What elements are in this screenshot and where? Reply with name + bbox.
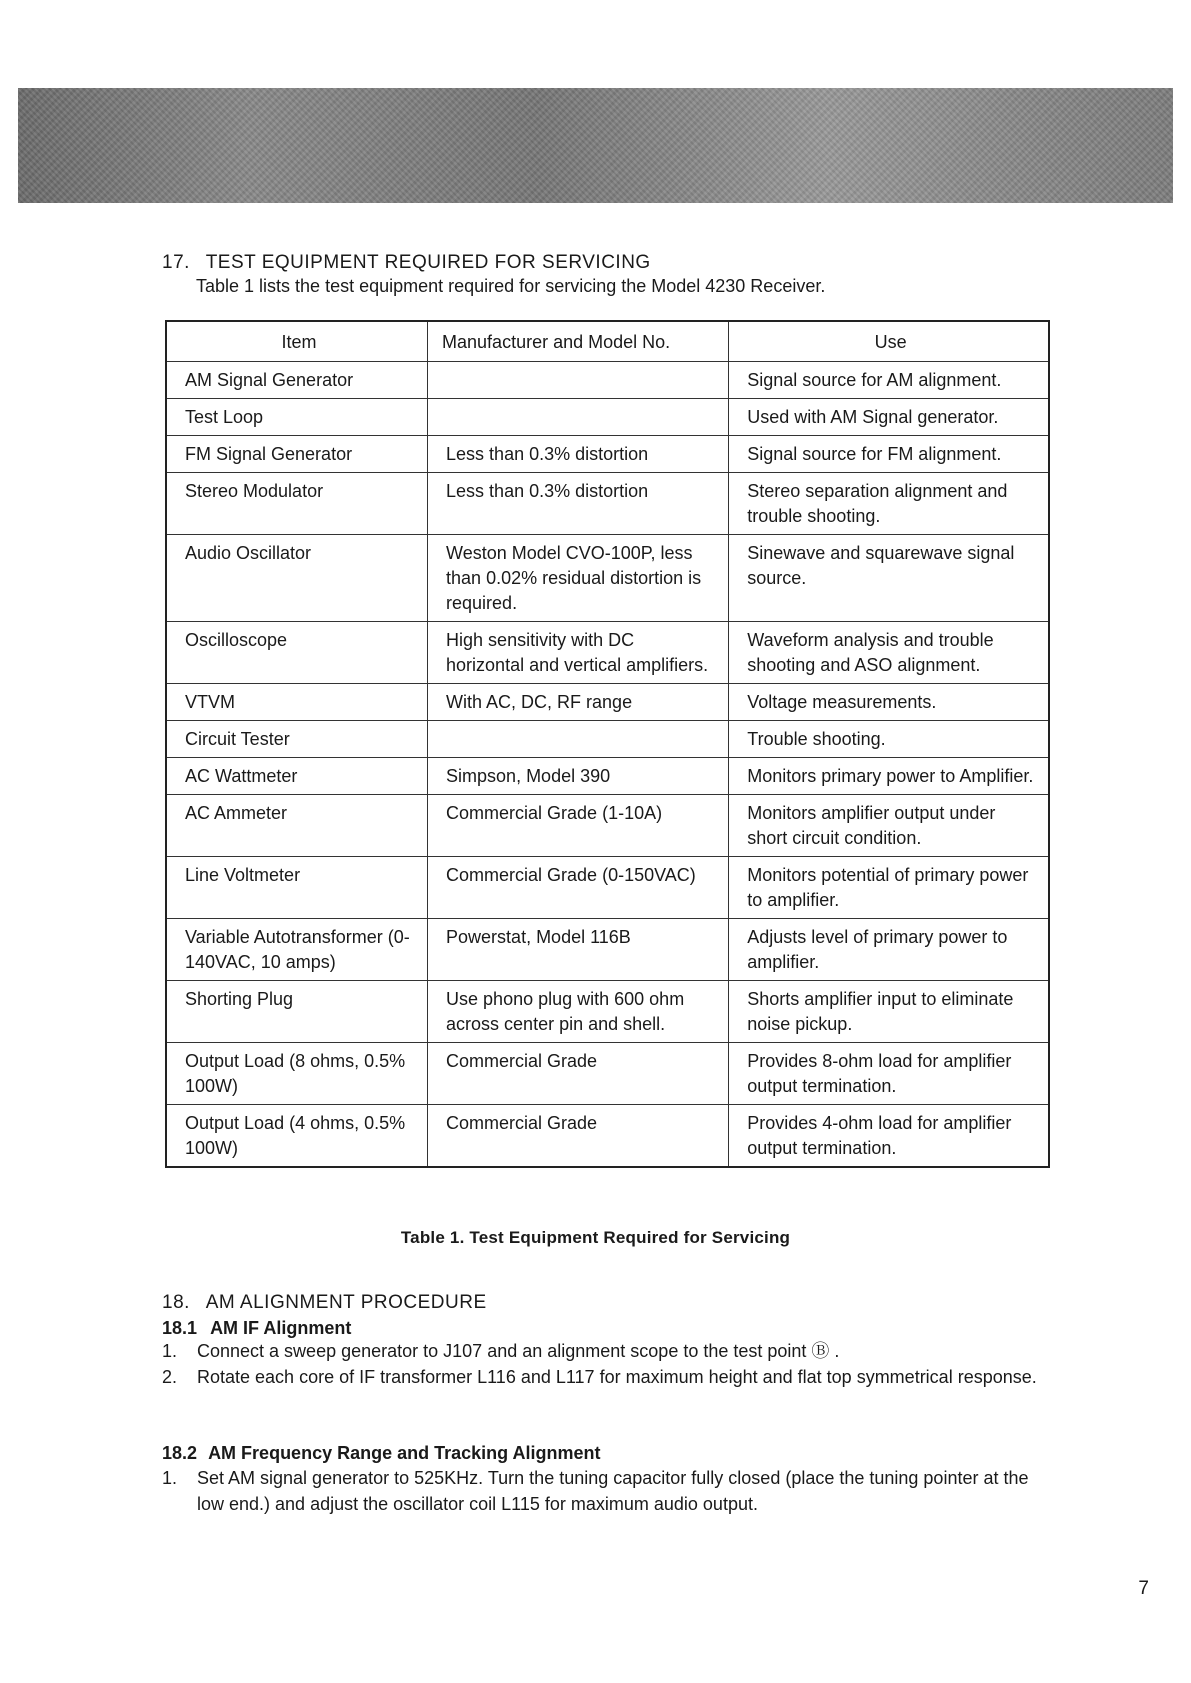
cell-item: Stereo Modulator [166, 473, 428, 535]
header-item: Item [166, 321, 428, 362]
table-row [166, 622, 1049, 684]
table-body [166, 362, 1049, 1168]
table-row [166, 1105, 1049, 1168]
cell-use: Provides 4-ohm load for amplifier output termination. [729, 1105, 1049, 1168]
cell-use: Shorts amplifier input to eliminate noise pickup. [729, 981, 1049, 1043]
cell-use: Trouble shooting. [729, 721, 1049, 758]
section-17-heading [162, 252, 651, 274]
cell-item: Output Load (8 ohms, 0.5% 100W) [166, 1043, 428, 1105]
cell-use: Used with AM Signal generator. [729, 399, 1049, 436]
cell-item: Line Voltmeter [166, 857, 428, 919]
step-text: Rotate each core of IF transformer L116 and L117 for maximum height and flat top symmetrical response. [197, 1367, 1037, 1387]
table-caption: Table 1. Test Equipment Required for Servicing [400, 1228, 791, 1247]
section-18-heading [162, 1292, 487, 1314]
table-row [166, 758, 1049, 795]
table-row [166, 857, 1049, 919]
section-18-title: AM ALIGNMENT PROCEDURE [205, 1292, 487, 1313]
step-number: 1. [162, 1468, 178, 1488]
cell-manufacturer [428, 399, 729, 436]
cell-manufacturer: With AC, DC, RF range [428, 684, 729, 721]
cell-use: Waveform analysis and trouble shooting and ASO alignment. [729, 622, 1049, 684]
table-row [166, 919, 1049, 981]
page-number: 7 [1138, 1578, 1149, 1599]
cell-manufacturer: High sensitivity with DC horizontal and vertical amplifiers. [428, 622, 729, 684]
cell-use: Monitors primary power to Amplifier. [729, 758, 1049, 795]
cell-manufacturer [428, 721, 729, 758]
header-use: Use [729, 321, 1049, 362]
subsection-18-2-title: AM Frequency Range and Tracking Alignment [208, 1443, 601, 1463]
table-row [166, 436, 1049, 473]
cell-item: Circuit Tester [166, 721, 428, 758]
cell-use: Adjusts level of primary power to amplifier. [729, 919, 1049, 981]
equipment-table [165, 320, 1050, 1168]
header-manufacturer: Manufacturer and Model No. [428, 321, 729, 362]
subsection-18-1-title: AM IF Alignment [210, 1318, 352, 1338]
step-text: Connect a sweep generator to J107 and an alignment scope to the test point Ⓑ . [197, 1341, 840, 1361]
cell-item: AC Wattmeter [166, 758, 428, 795]
step-number: 1. [162, 1341, 178, 1361]
cell-item: AM Signal Generator [166, 362, 428, 399]
table-row [166, 362, 1049, 399]
section-17-title: TEST EQUIPMENT REQUIRED FOR SERVICING [205, 252, 651, 273]
cell-use: Signal source for FM alignment. [729, 436, 1049, 473]
step-text: Set AM signal generator to 525KHz. Turn the tuning capacitor fully closed (place the tuning pointer at the low end.) and adjust the oscillator coil L115 for maximum audio output. [197, 1468, 1029, 1514]
cell-use: Sinewave and squarewave signal source. [729, 535, 1049, 622]
cell-manufacturer: Use phono plug with 600 ohm across center pin and shell. [428, 981, 729, 1043]
cell-manufacturer: Commercial Grade [428, 1043, 729, 1105]
section-17-intro: Table 1 lists the test equipment required for servicing the Model 4230 Receiver. [196, 276, 826, 296]
table-row [166, 1043, 1049, 1105]
subsection-18-1-heading [162, 1318, 351, 1339]
cell-use: Monitors amplifier output under short circuit condition. [729, 795, 1049, 857]
cell-item: Output Load (4 ohms, 0.5% 100W) [166, 1105, 428, 1168]
cell-item: Shorting Plug [166, 981, 428, 1043]
header-band [18, 88, 1173, 203]
cell-item: Audio Oscillator [166, 535, 428, 622]
cell-manufacturer: Simpson, Model 390 [428, 758, 729, 795]
cell-use: Monitors potential of primary power to amplifier. [729, 857, 1049, 919]
cell-manufacturer: Less than 0.3% distortion [428, 473, 729, 535]
section-18-number: 18. [162, 1292, 190, 1313]
table-row [166, 535, 1049, 622]
cell-item: FM Signal Generator [166, 436, 428, 473]
cell-use: Signal source for AM alignment. [729, 362, 1049, 399]
cell-item: AC Ammeter [166, 795, 428, 857]
subsection-18-1-number: 18.1 [162, 1318, 198, 1338]
cell-item: VTVM [166, 684, 428, 721]
cell-use: Voltage measurements. [729, 684, 1049, 721]
cell-manufacturer: Commercial Grade (1-10A) [428, 795, 729, 857]
table-header-row [166, 321, 1049, 362]
table-row [166, 684, 1049, 721]
cell-manufacturer: Powerstat, Model 116B [428, 919, 729, 981]
table-row [166, 721, 1049, 758]
table-row [166, 399, 1049, 436]
subsection-18-2-heading [162, 1443, 600, 1464]
section-17-number: 17. [162, 252, 190, 273]
cell-item: Variable Autotransformer (0-140VAC, 10 amps) [166, 919, 428, 981]
subsection-18-2-number: 18.2 [162, 1443, 198, 1463]
cell-manufacturer [428, 362, 729, 399]
cell-manufacturer: Commercial Grade (0-150VAC) [428, 857, 729, 919]
cell-manufacturer: Weston Model CVO-100P, less than 0.02% residual distortion is required. [428, 535, 729, 622]
cell-use: Provides 8-ohm load for amplifier output termination. [729, 1043, 1049, 1105]
cell-item: Test Loop [166, 399, 428, 436]
step-number: 2. [162, 1367, 178, 1387]
table-row [166, 981, 1049, 1043]
table-row [166, 795, 1049, 857]
table-row [166, 473, 1049, 535]
cell-manufacturer: Commercial Grade [428, 1105, 729, 1168]
cell-manufacturer: Less than 0.3% distortion [428, 436, 729, 473]
cell-item: Oscilloscope [166, 622, 428, 684]
cell-use: Stereo separation alignment and trouble shooting. [729, 473, 1049, 535]
